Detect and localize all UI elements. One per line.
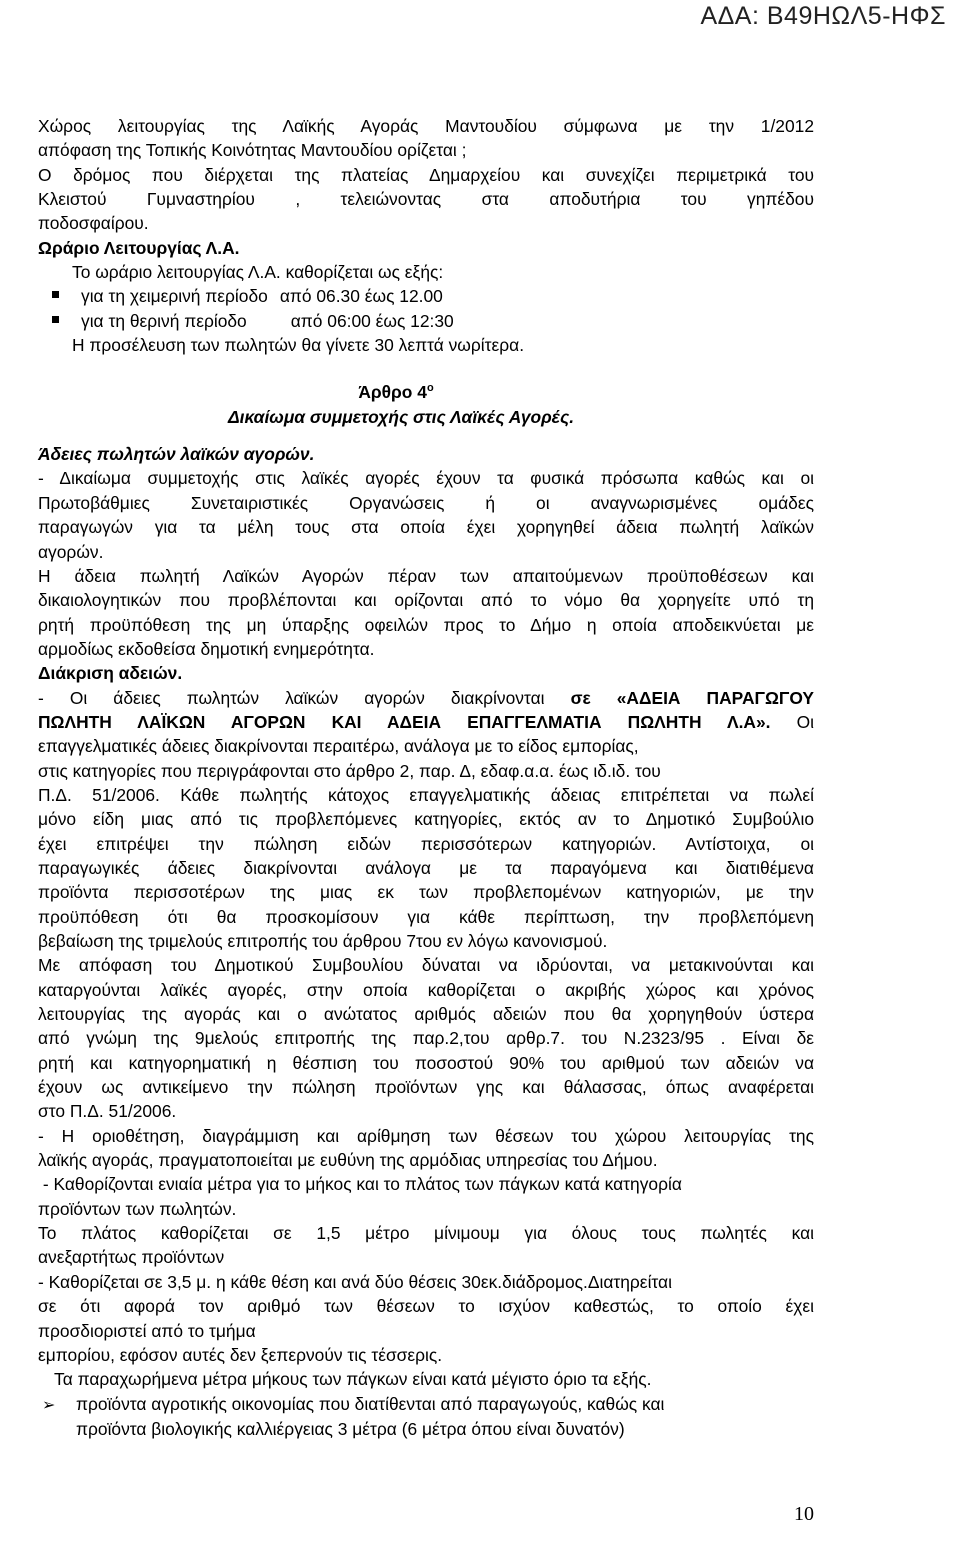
max-lengths-line: Τα παραχωρήμενα μέτρα μήκους των πάγκων είναι κατά μέγιστο όριο τα εξής. [54, 1369, 652, 1390]
permit-types-bold: ΠΩΛΗΤΗ ΛΑΪΚΩΝ ΑΓΟΡΩΝ ΚΑΙ ΑΔΕΙΑ ΕΠΑΓΓΕΛΜΑΤΙΑ ΠΩΛΗΤΗ Λ.Α». [38, 711, 771, 732]
text-line: προσδιοριστεί από το τμήμα [38, 1320, 256, 1341]
square-bullet-icon [52, 316, 59, 323]
permits-heading: Άδειες πωλητών λαϊκών αγορών. [38, 444, 315, 465]
text-line: έχει επιτρέψει την πώληση ειδών περισσότερων κατηγοριών. Αντίστοιχα, οι [38, 833, 814, 854]
text-line: Με απόφαση του Δημοτικού Συμβουλίου δύναται να ιδρύονται, να μετακινούνται και [38, 955, 814, 976]
summer-label: για τη θερινή περίοδο [81, 310, 247, 331]
distinction-heading: Διάκριση αδειών. [38, 663, 183, 684]
text-line: Χώρος λειτουργίας της Λαϊκής Αγοράς Μαντουδίου σύμφωνα με την 1/2012 [38, 116, 814, 136]
winter-value: από 06.30 έως 12.00 [279, 286, 443, 307]
document-body [38, 114, 814, 1441]
bullet-item [38, 1392, 814, 1417]
text-line: - Η οριοθέτηση, διαγράμμιση και αρίθμηση των θέσεων του χώρου λειτουργίας της [38, 1125, 814, 1146]
text-line: προϋπόθεση ότι θα προσκομίσουν για κάθε περίπτωση, την προβλεπόμενη [38, 906, 814, 927]
summer-value: από 06:00 έως 12:30 [290, 310, 454, 331]
text-line: λειτουργίας της αγοράς και ο ανώτατος αριθμός αδειών που θα χορηγηθούν ύστερα [38, 1004, 814, 1025]
text-line: ΠΩΛΗΤΗ ΛΑΪΚΩΝ ΑΓΟΡΩΝ ΚΑΙ ΑΔΕΙΑ ΕΠΑΓΓΕΛΜΑΤΙΑ ΠΩΛΗΤΗ Λ.Α». Οι [38, 711, 814, 732]
text-line: από γνώμη της 9μελούς επιτροπής της παρ.2,του αρθρ.7. του Ν.2323/95 . Είναι δε [38, 1028, 814, 1049]
text-line: καταργούνται λαϊκές αγορές, στην οποία καθορίζεται ο ακριβής χώρος και χρόνος [38, 979, 814, 1000]
text-line: Κλειστού Γυμναστηρίου , τελειώνοντας στα αποδυτήρια του γηπέδου [38, 189, 814, 210]
text-line: δικαιολογητικών που προβλέπονται και ορίζονται από το νόμο θα χορηγείτε υπό τη [38, 590, 814, 611]
text-line: έχουν ως αντικείμενο την πώληση προϊόντων γης και θάλασσας, όπως αναφέρεται [38, 1077, 814, 1098]
hours-intro: Το ωράριο λειτουργίας Λ.Α. καθορίζεται ως εξής: [72, 262, 444, 283]
text-line: στις κατηγορίες που περιγράφονται στο άρθρο 2, παρ. Δ, εδαφ.α.α. έως ιδ.ιδ. του [38, 760, 661, 781]
text-line: σε ότι αφορά τον αριθμό των θέσεων το ισχύον καθεστώς, το οποίο έχει [38, 1296, 814, 1317]
text-line: - Καθορίζονται ενιαία μέτρα για το μήκος και το πλάτος των πάγκων κατά κατηγορία [38, 1174, 682, 1195]
square-bullet-icon [52, 291, 59, 298]
arrival-note: Η προσέλευση των πωλητών θα γίνετε 30 λεπτά νωρίτερα. [72, 335, 525, 356]
text-line: στο Π.Δ. 51/2006. [38, 1101, 177, 1122]
page-number: 10 [794, 1503, 814, 1525]
text-line: βεβαίωση της τριμελούς επιτροπής του άρθρου 7του εν λόγω κανονισμού. [38, 931, 608, 951]
text-line: εμπορίου, εφόσον αυτές δεν ξεπερνούν τις τέσσερις. [38, 1344, 443, 1365]
hours-heading: Ωράριο Λειτουργίας Λ.Α. [38, 237, 240, 258]
text-line: ρητή προϋπόθεση της μη ύπαρξης οφειλών προς το Δήμο η οποία αποδεικνύεται με [38, 614, 814, 635]
text-line: ρητή και κατηγορηματική η θέσπιση του ποσοστού 90% του αριθμού των αδειών να [38, 1052, 814, 1073]
article-subtitle: Δικαίωμα συμμετοχής στις Λαϊκές Αγορές. [228, 406, 575, 427]
winter-label: για τη χειμερινή περίοδο [81, 286, 268, 307]
text-line: - Καθορίζεται σε 3,5 μ. η κάθε θέση και ανά δύο θέσεις 30εκ.διάδρομος.Διατηρείται [38, 1271, 672, 1292]
article-title: Άρθρο $4^o$ [358, 382, 434, 403]
text-line: Π.Δ. 51/2006. Κάθε πωλητής κάτοχος επαγγελματικής άδειας επιτρέπεται να πωλεί [38, 784, 814, 805]
document-code-header: ΑΔΑ: Β49ΗΩΛ5-ΗΦΣ [700, 2, 946, 30]
bullet-text: προϊόντα αγροτικής οικονομίας που διατίθενται από παραγωγούς, καθώς και [76, 1393, 665, 1414]
text-line: προϊόντα περισσοτέρων της μιας εκ των προβλεπομένων κατηγοριών, με την [38, 882, 814, 903]
text-line: ποδοσφαίρου. [38, 213, 149, 234]
summer-hours-item [38, 309, 814, 333]
text-line: Ο δρόμος που διέρχεται της πλατείας Δημαρχείου και συνεχίζει περιμετρικά του [38, 164, 814, 185]
text-line: Η άδεια πωλητή Λαϊκών Αγορών πέραν των απαιτούμενων προϋποθέσεων και [38, 565, 814, 586]
bullet-continuation: προϊόντα βιολογικής καλλιέργειας 3 μέτρα (6 μέτρα όπου είναι δυνατόν) [76, 1418, 625, 1439]
text-line: Το πλάτος καθορίζεται σε 1,5 μέτρο μίνιμουμ για όλους τους πωλητές και [38, 1223, 814, 1244]
text-line: - Οι άδειες πωλητών λαϊκών αγορών διακρίνονται σε «ΑΔΕΙΑ ΠΑΡΑΓΩΓΟΥ [38, 687, 814, 708]
text-line: αρμοδίως εκδοθείσα δημοτική ενημερότητα. [38, 638, 375, 659]
text-line: - Δικαίωμα συμμετοχής στις λαϊκές αγορές έχουν τα φυσικά πρόσωπα καθώς και οι [38, 468, 814, 489]
text-line: ανεξαρτήτως προϊόντων [38, 1247, 225, 1268]
text-line: απόφαση της Τοπικής Κοινότητας Μαντουδίου ορίζεται ; [38, 140, 467, 161]
text-line: επαγγελματικές άδειες διακρίνονται περαιτέρω, ανάλογα με το είδος εμπορίας, [38, 736, 639, 757]
text-line: παραγωγικές άδειες διακρίνονται ανάλογα με τα παραγόμενα και διατιθέμενα [38, 857, 814, 878]
text-line: παραγωγών για τα μέλη τους στα οποία έχει χορηγηθεί άδεια πωλητή λαϊκών [38, 517, 814, 538]
text-line: Πρωτοβάθμιες Συνεταιριστικές Οργανώσεις ή οι αναγνωρισμένες ομάδες [38, 492, 814, 513]
text-line: μόνο είδη μιας από τις προβλεπόμενες κατηγορίες, εκτός αν το Δημοτικό Συμβούλιο [38, 809, 814, 830]
permit-types-bold: σε «ΑΔΕΙΑ ΠΑΡΑΓΩΓΟΥ [570, 687, 814, 708]
text-line: προϊόντων των πωλητών. [38, 1198, 237, 1219]
winter-hours-item [38, 284, 814, 308]
article-title-sup: ο [426, 382, 434, 395]
text-line: αγορών. [38, 541, 104, 562]
arrow-bullet-icon: ➢ [42, 1394, 56, 1414]
text-line: λαϊκής αγοράς, πραγματοποιείται με ευθύνη της αρμόδιας υπηρεσίας του Δήμου. [38, 1150, 658, 1171]
